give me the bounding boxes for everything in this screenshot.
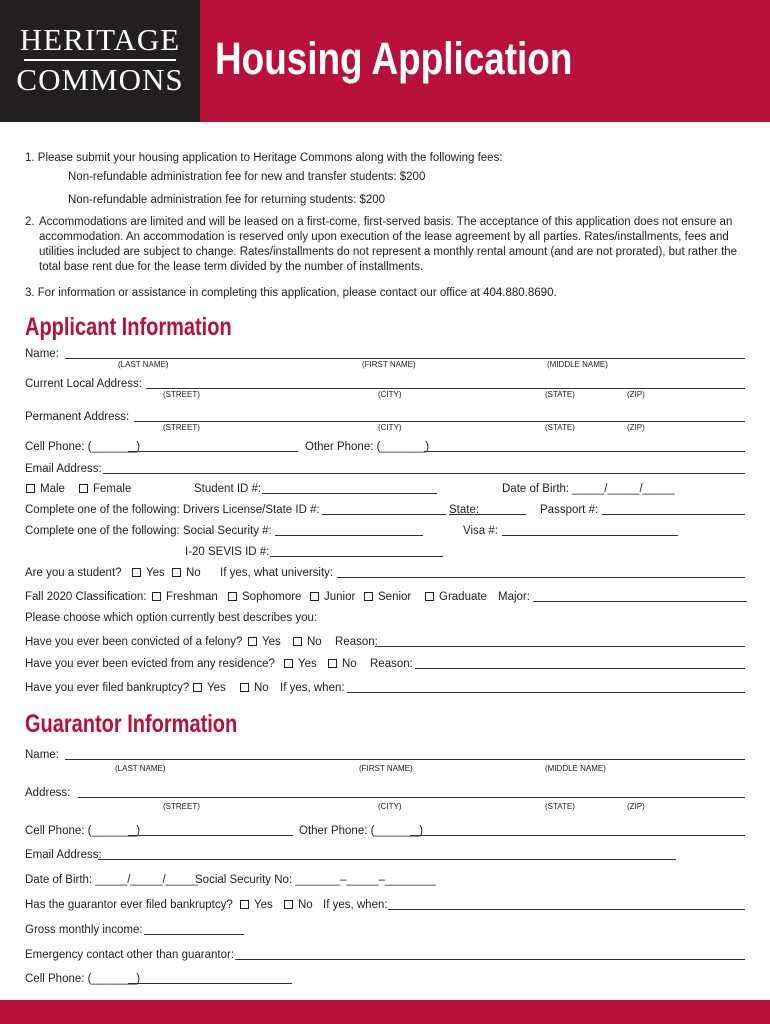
guarantor-email-field[interactable]: [98, 859, 676, 860]
guarantor-bankruptcy-no-label: No: [298, 899, 313, 911]
other-phone-label: Other Phone: (_______): [305, 441, 430, 453]
zip-caption: (ZIP): [627, 423, 645, 432]
state-label: State:: [449, 504, 480, 516]
ssn-field[interactable]: [275, 535, 423, 536]
email-field[interactable]: [103, 473, 745, 474]
logo-line-2: COMMONS: [16, 62, 184, 97]
permanent-address-label: Permanent Address:: [25, 411, 130, 423]
state-caption: (STATE): [545, 423, 575, 432]
guarantor-other-phone-field[interactable]: [410, 835, 745, 836]
state-field[interactable]: [449, 514, 526, 515]
student-no-checkbox[interactable]: [172, 568, 181, 577]
university-field[interactable]: [337, 577, 745, 578]
bankruptcy-no-label: No: [254, 682, 269, 694]
guarantor-ssn-field[interactable]: Social Security No: _______–_____–________: [195, 874, 437, 886]
guarantor-bankruptcy-no-checkbox[interactable]: [284, 900, 293, 909]
date-of-birth-field[interactable]: Date of Birth: _____/_____/_____: [502, 483, 675, 495]
felony-reason-field[interactable]: [375, 646, 745, 647]
sophomore-label: Sophomore: [242, 591, 302, 603]
i20-field[interactable]: [270, 556, 443, 557]
major-label: Major:: [498, 591, 530, 603]
emergency-cell-field[interactable]: [128, 983, 292, 984]
guarantor-cell-label: Cell Phone: (_______): [25, 825, 141, 837]
header-banner: [0, 0, 770, 122]
gross-income-label: Gross monthly income:: [25, 924, 143, 936]
passport-label: Passport #:: [540, 504, 599, 516]
license-label: Complete one of the following: Drivers License/State ID #:: [25, 504, 320, 516]
middle-name-caption: (MIDDLE NAME): [545, 764, 606, 773]
footer-bar: [0, 1000, 770, 1024]
zip-caption: (ZIP): [627, 390, 645, 399]
guarantor-section-heading: Guarantor Information: [25, 710, 238, 738]
senior-label: Senior: [378, 591, 412, 603]
graduate-label: Graduate: [439, 591, 487, 603]
student-id-label: Student ID #:: [194, 483, 262, 495]
heritage-commons-logo: [0, 0, 200, 122]
felony-no-label: No: [307, 636, 322, 648]
felony-question: Have you ever been convicted of a felony?: [25, 636, 243, 648]
street-caption: (STREET): [163, 423, 200, 432]
junior-checkbox[interactable]: [310, 592, 319, 601]
zip-caption: (ZIP): [627, 802, 645, 811]
street-caption: (STREET): [163, 802, 200, 811]
emergency-cell-label: Cell Phone: (_______): [25, 973, 141, 985]
bankruptcy-question: Have you ever filed bankruptcy?: [25, 682, 190, 694]
male-label: Male: [40, 483, 65, 495]
student-yes-label: Yes: [146, 567, 165, 579]
email-label: Email Address:: [25, 463, 102, 475]
state-caption: (STATE): [545, 802, 575, 811]
intro-item-3: 3. For information or assistance in completing this application, please contact our office at 404.880.8690.: [25, 287, 557, 299]
bankruptcy-yes-label: Yes: [207, 682, 226, 694]
cell-phone-label: Cell Phone: (_______): [25, 441, 141, 453]
evicted-yes-checkbox[interactable]: [284, 659, 293, 668]
guarantor-bankruptcy-yes-label: Yes: [254, 899, 273, 911]
other-phone-field[interactable]: [424, 451, 745, 452]
guarantor-name-label: Name:: [25, 749, 59, 761]
evicted-question: Have you ever been evicted from any residence?: [25, 658, 275, 670]
guarantor-name-field[interactable]: [65, 759, 745, 760]
emergency-contact-field[interactable]: [235, 959, 745, 960]
evicted-yes-label: Yes: [298, 658, 317, 670]
guarantor-address-field[interactable]: [78, 797, 745, 798]
evicted-reason-label: Reason:: [370, 658, 413, 670]
intro-item-2: Accommodations are limited and will be leased on a first-come, first-served basis. The acceptance of this application does not ensure an accommodation. An accommodation is reserved only upon execution of the lease agreement by all parties. Rates/installments, fees and utilities included are subject to change. Rates/installments do not represent a monthly rental amount (and are not prorated), but rather the total base rent due for the lease term divided by the number of installments.: [39, 216, 738, 273]
senior-checkbox[interactable]: [364, 592, 373, 601]
visa-label: Visa #:: [463, 525, 498, 537]
sophomore-checkbox[interactable]: [228, 592, 237, 601]
state-caption: (STATE): [545, 390, 575, 399]
guarantor-bankruptcy-when-field[interactable]: [388, 909, 745, 910]
first-name-caption: (FIRST NAME): [362, 360, 416, 369]
cell-phone-field[interactable]: [128, 451, 298, 452]
guarantor-bankruptcy-yes-checkbox[interactable]: [240, 900, 249, 909]
freshman-label: Freshman: [166, 591, 218, 603]
city-caption: (CITY): [378, 802, 402, 811]
applicant-section-heading: Applicant Information: [25, 313, 232, 341]
describe-prompt: Please choose which option currently best describes you:: [25, 612, 318, 624]
student-no-label: No: [186, 567, 201, 579]
student-id-field[interactable]: [262, 493, 437, 494]
bankruptcy-no-checkbox[interactable]: [240, 683, 249, 692]
intro-item-2-number: 2.: [25, 216, 35, 228]
fee-new-students: Non-refundable administration fee for new and transfer students: $200: [68, 171, 426, 183]
guarantor-bankruptcy-when-label: If yes, when:: [323, 899, 388, 911]
female-checkbox[interactable]: [79, 484, 88, 493]
logo-line-1: HERITAGE: [19, 22, 181, 57]
applicant-name-label: Name:: [25, 348, 59, 360]
emergency-contact-label: Emergency contact other than guarantor:: [25, 949, 235, 961]
guarantor-cell-field[interactable]: [128, 835, 293, 836]
male-checkbox[interactable]: [26, 484, 35, 493]
bankruptcy-when-label: If yes, when:: [280, 682, 345, 694]
middle-name-caption: (MIDDLE NAME): [547, 360, 608, 369]
applicant-name-field[interactable]: [65, 358, 745, 359]
university-label: If yes, what university:: [220, 567, 334, 579]
guarantor-email-label: Email Address:: [25, 849, 102, 861]
i20-label: I-20 SEVIS ID #:: [185, 546, 270, 558]
last-name-caption: (LAST NAME): [115, 764, 166, 773]
bankruptcy-yes-checkbox[interactable]: [193, 683, 202, 692]
felony-yes-label: Yes: [262, 636, 281, 648]
major-field[interactable]: [533, 601, 747, 602]
city-caption: (CITY): [378, 390, 402, 399]
page-title: Housing Application: [215, 33, 573, 84]
felony-reason-label: Reason:: [335, 636, 378, 648]
guarantor-address-label: Address:: [25, 787, 71, 799]
evicted-no-checkbox[interactable]: [328, 659, 337, 668]
student-yes-checkbox[interactable]: [132, 568, 141, 577]
classification-label: Fall 2020 Classification:: [25, 591, 147, 603]
gross-income-field[interactable]: [144, 934, 244, 935]
freshman-checkbox[interactable]: [152, 592, 161, 601]
junior-label: Junior: [324, 591, 356, 603]
student-question: Are you a student?: [25, 567, 122, 579]
passport-field[interactable]: [602, 514, 745, 515]
felony-yes-checkbox[interactable]: [248, 637, 257, 646]
guarantor-other-phone-label: Other Phone: (_______): [299, 825, 424, 837]
permanent-address-field[interactable]: [134, 421, 745, 422]
intro-item-1: 1. Please submit your housing application to Heritage Commons along with the following fees:: [25, 152, 503, 164]
license-field[interactable]: [322, 514, 446, 515]
visa-field[interactable]: [502, 535, 678, 536]
guarantor-dob-field[interactable]: Date of Birth: _____/_____/_____: [25, 874, 198, 886]
felony-no-checkbox[interactable]: [293, 637, 302, 646]
evicted-no-label: No: [342, 658, 357, 670]
current-address-label: Current Local Address:: [25, 378, 142, 390]
current-address-field[interactable]: [146, 388, 745, 389]
evicted-reason-field[interactable]: [415, 668, 745, 669]
guarantor-bankruptcy-question: Has the guarantor ever filed bankruptcy?: [25, 899, 233, 911]
female-label: Female: [93, 483, 132, 495]
street-caption: (STREET): [163, 390, 200, 399]
last-name-caption: (LAST NAME): [118, 360, 169, 369]
city-caption: (CITY): [378, 423, 402, 432]
logo-divider: [24, 59, 176, 61]
first-name-caption: (FIRST NAME): [359, 764, 413, 773]
graduate-checkbox[interactable]: [425, 592, 434, 601]
fee-returning-students: Non-refundable administration fee for returning students: $200: [68, 194, 386, 206]
ssn-label: Complete one of the following: Social Security #:: [25, 525, 272, 537]
bankruptcy-when-field[interactable]: [347, 692, 745, 693]
